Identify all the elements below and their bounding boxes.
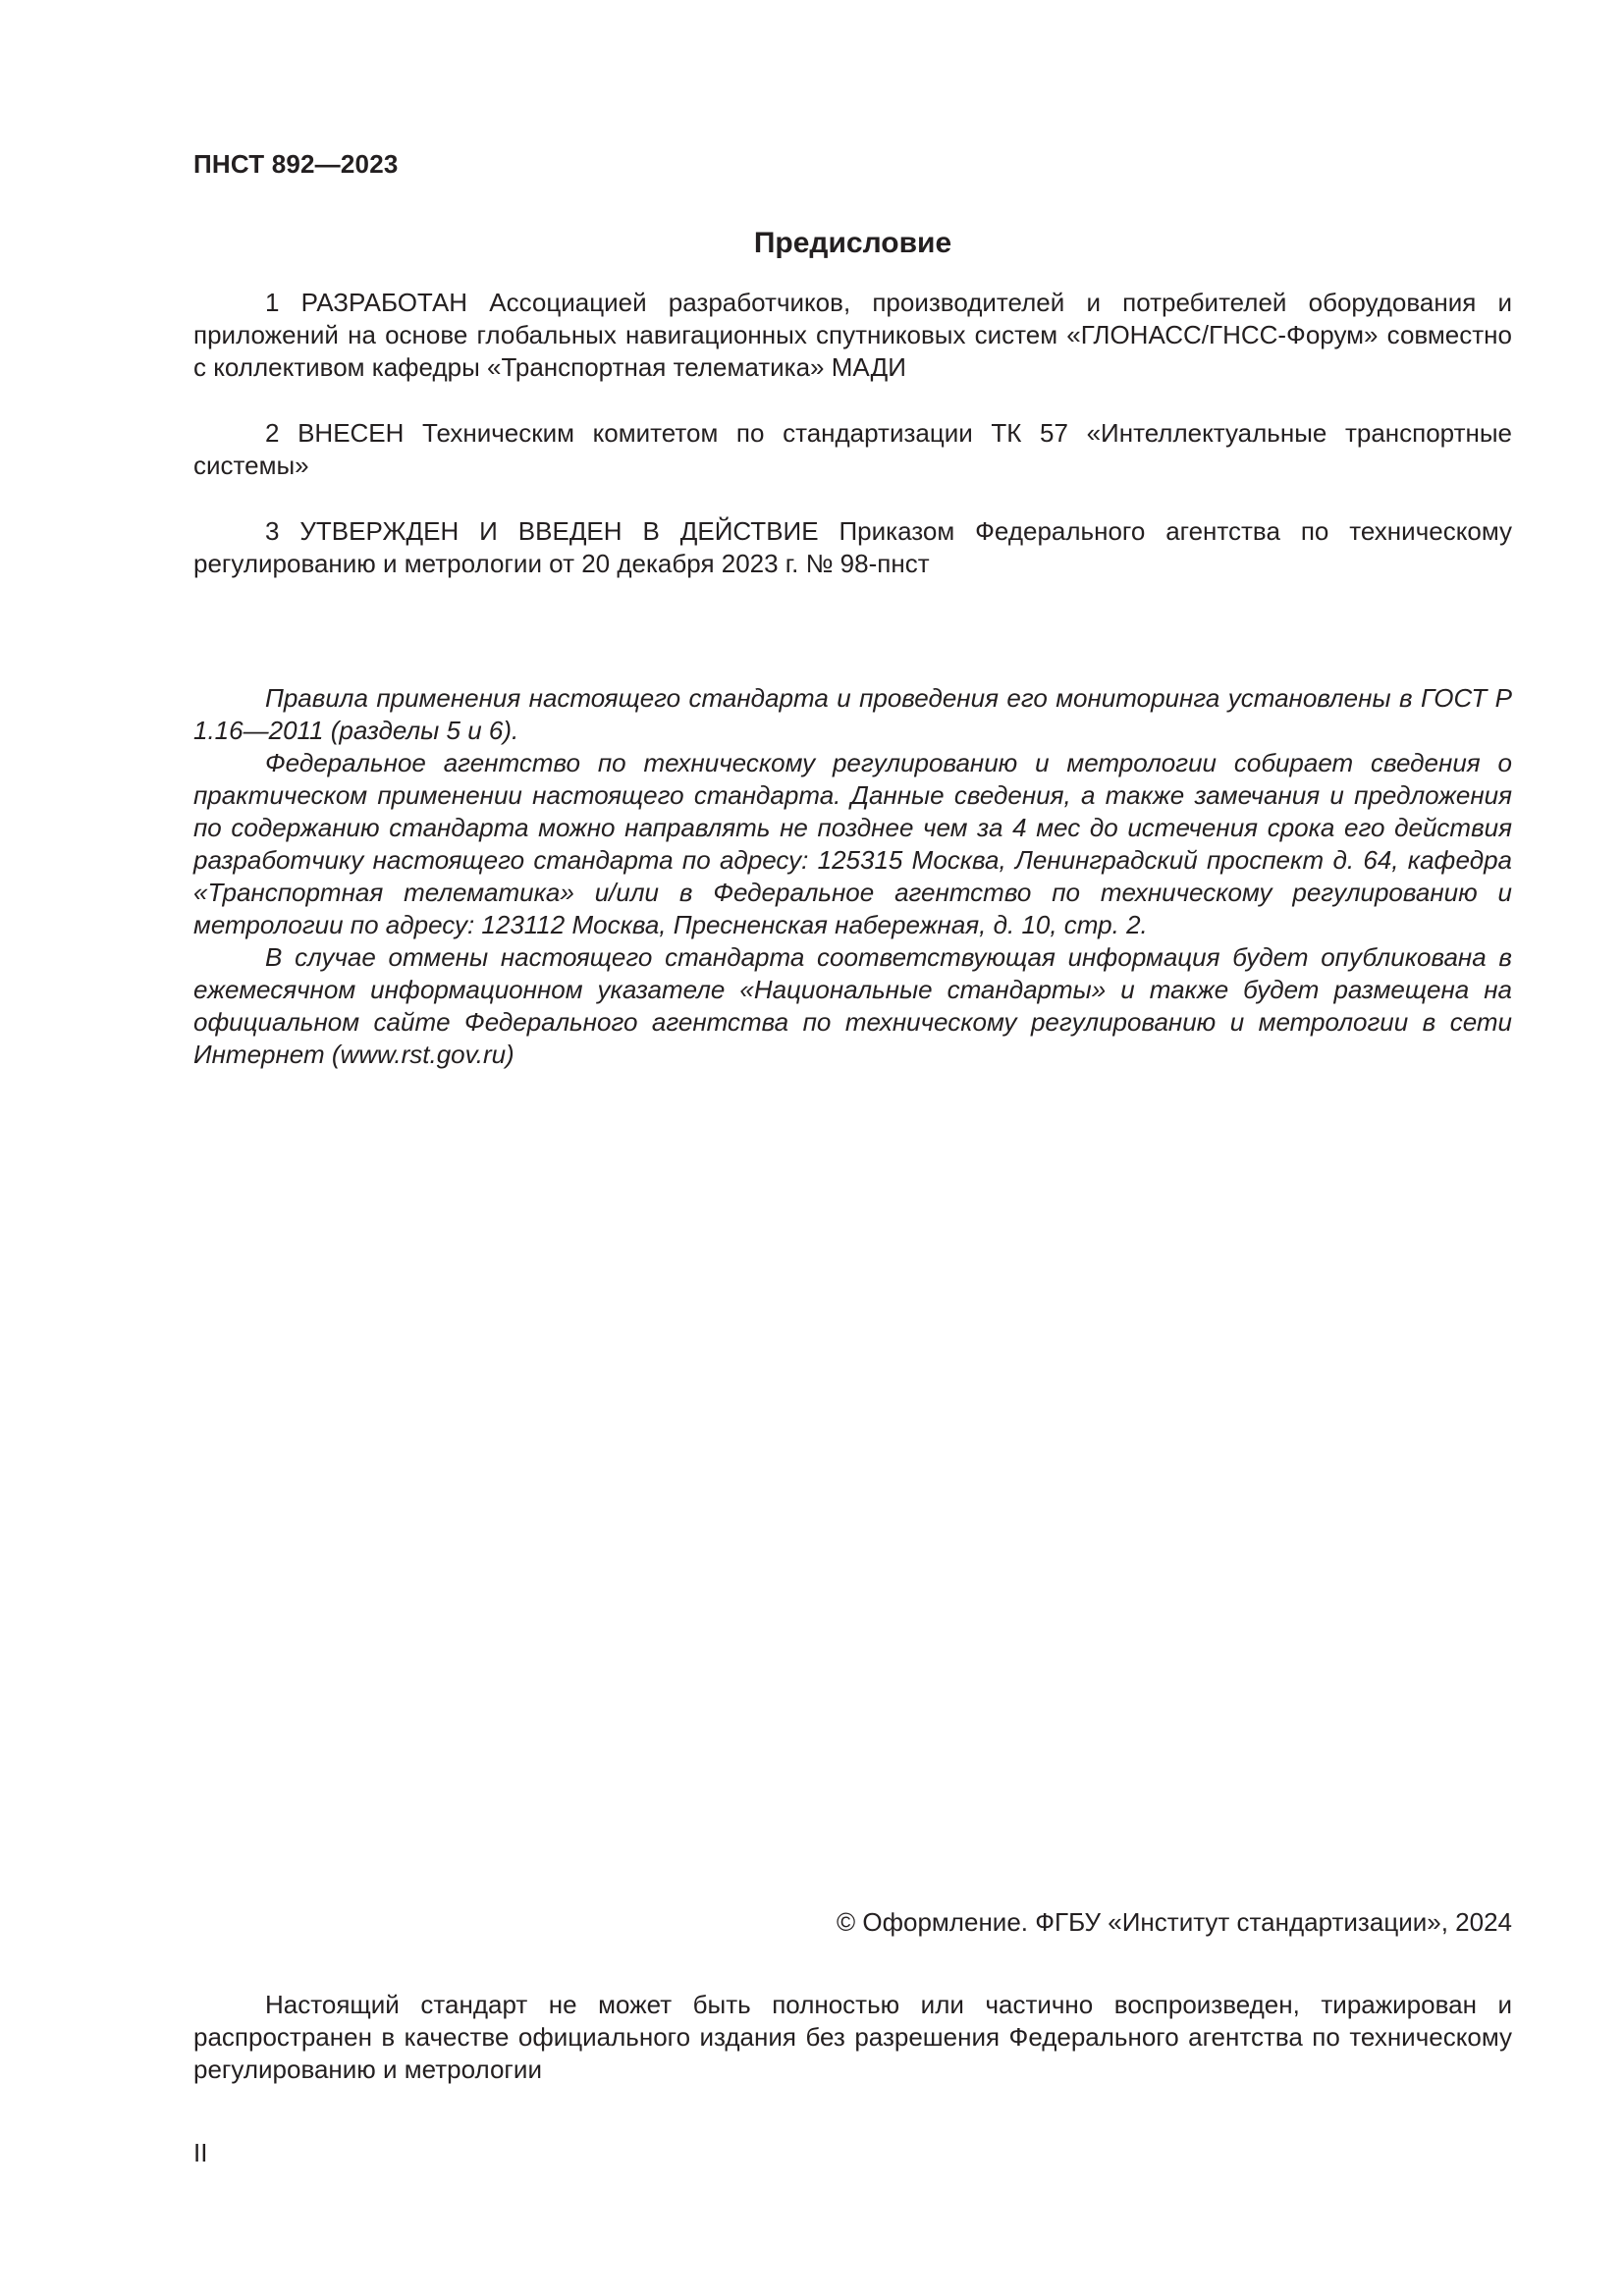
notice-paragraph-cancellation: В случае отмены настоящего стандарта соответствующая информация будет опубликована в ежемесячном информационном указателе «Национальные стандарты» и также будет размещена на официальном сайте Федерального агентства по техническому регулированию и метрологии в сети Интернет (www.rst.gov.ru) (193, 942, 1512, 1069)
page-title: Предисловие (753, 227, 952, 259)
notice-block (193, 682, 1512, 1071)
preface-item-2: 2 ВНЕСЕН Техническим комитетом по стандартизации ТК 57 «Интеллектуальные транспортные системы» (193, 418, 1512, 480)
copyright-line: © Оформление. ФГБУ «Институт стандартизации», 2024 (837, 1907, 1512, 1937)
notice-paragraph-feedback: Федеральное агентство по техническому регулированию и метрологии собирает сведения о практическом применении настоящего стандарта. Данные сведения, а также замечания и предложения по содержанию стандарта можно направлять не позднее чем за 4 мес до истечения срока его действия разработчику настоящего стандарта по адресу: 125315 Москва, Ленинградский проспект д. 64, кафедра «Транспортная телематика» и/или в Федеральное агентство по техническому регулированию и метрологии по адресу: 123112 Москва, Пресненская набережная, д. 10, стр. 2. (193, 748, 1512, 939)
reproduction-notice: Настоящий стандарт не может быть полностью или частично воспроизведен, тиражирован и распространен в качестве официального издания без разрешения Федерального агентства по техническому регулированию и метрологии (193, 1990, 1512, 2084)
page-number: II (193, 2138, 208, 2167)
notice-paragraph-rules: Правила применения настоящего стандарта и проведения его мониторинга установлены в ГОСТ Р 1.16—2011 (разделы 5 и 6). (193, 683, 1512, 745)
preface-item-1: 1 РАЗРАБОТАН Ассоциацией разработчиков, производителей и потребителей оборудования и приложений на основе глобальных навигационных спутниковых систем «ГЛОНАСС/ГНСС-Форум» совместно с коллективом кафедры «Транспортная телематика» МАДИ (193, 288, 1512, 382)
document-code: ПНСТ 892—2023 (193, 149, 399, 179)
preface-item-3: 3 УТВЕРЖДЕН И ВВЕДЕН В ДЕЙСТВИЕ Приказом Федерального агентства по техническому регулированию и метрологии от 20 декабря 2023 г. № 98-пнст (193, 516, 1512, 578)
